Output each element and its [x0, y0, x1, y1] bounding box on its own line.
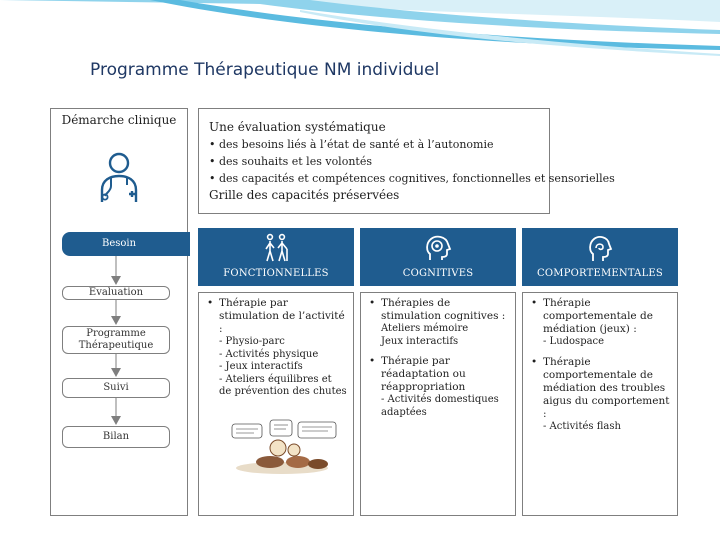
step-bilan: Bilan — [62, 426, 170, 448]
column-comportementales — [522, 292, 678, 516]
therapy-item: • Thérapies de stimulation cognitives : — [367, 297, 509, 323]
walking-people-icon — [260, 232, 292, 264]
therapy-item: • Thérapie comportementale de médiation des troubles aigus du comportement : — [529, 356, 671, 421]
flow-arrow — [110, 256, 122, 286]
step-programme: Programme Thérapeutique — [62, 326, 170, 354]
step-suivi: Suivi — [62, 378, 170, 398]
evaluation-heading: Une évaluation systématique — [209, 120, 386, 134]
column-fonctionnelles — [198, 292, 354, 516]
header-comportementales — [522, 228, 678, 286]
header-cognitives-label: COGNITIVES — [402, 268, 474, 279]
therapy-activity: - Ludospace — [543, 336, 605, 347]
therapy-item: • Thérapie comportementale de médiation (jeux) : — [529, 297, 671, 336]
therapy-activity: Ateliers mémoire — [381, 323, 469, 334]
evaluation-footer: Grille des capacités préservées — [209, 188, 400, 202]
systematic-evaluation-box — [198, 108, 615, 214]
therapy-activity: - Activités physique — [219, 348, 319, 360]
therapy-item: • Thérapie par réadaptation ou réappropriation — [367, 355, 509, 394]
head-profile-icon — [584, 232, 616, 264]
therapy-item: • Thérapie par stimulation de l’activité : — [205, 297, 347, 336]
therapy-activity: - Activités flash — [543, 420, 621, 432]
besoin-bar: Besoin — [62, 232, 190, 256]
evaluation-bullet: • des capacités et compétences cognitives, fonctionnelles et sensorielles — [209, 172, 615, 185]
brain-head-icon — [422, 232, 454, 264]
flow-arrow — [110, 354, 122, 378]
header-cognitives — [360, 228, 516, 286]
evaluation-bullet: • des besoins liés à l’état de santé et à l’autonomie — [209, 138, 494, 151]
step-evaluation: Evaluation — [62, 286, 170, 300]
therapy-activity: - Activités domestiques adaptées — [381, 394, 499, 418]
header-fonctionnelles-label: FONCTIONNELLES — [223, 268, 329, 279]
doctor-icon — [96, 150, 142, 204]
evaluation-bullet: • des souhaits et les volontés — [209, 155, 372, 168]
flow-arrow — [110, 300, 122, 326]
therapy-activity: - Physio-parc — [219, 336, 285, 347]
therapy-activity: Jeux interactifs — [381, 335, 459, 347]
page-title: Programme Thérapeutique NM individuel — [90, 60, 440, 80]
header-comportementales-label: COMPORTEMENTALES — [537, 268, 663, 279]
therapy-activity: - Ateliers équilibres et de prévention des chutes — [219, 373, 347, 397]
flow-arrow — [110, 398, 122, 426]
header-fonctionnelles — [198, 228, 354, 286]
clinical-approach-title: Démarche clinique — [61, 113, 177, 127]
therapy-activity: - Jeux interactifs — [219, 361, 303, 372]
column-cognitives — [360, 292, 516, 516]
cartoon-illustration — [230, 418, 340, 476]
